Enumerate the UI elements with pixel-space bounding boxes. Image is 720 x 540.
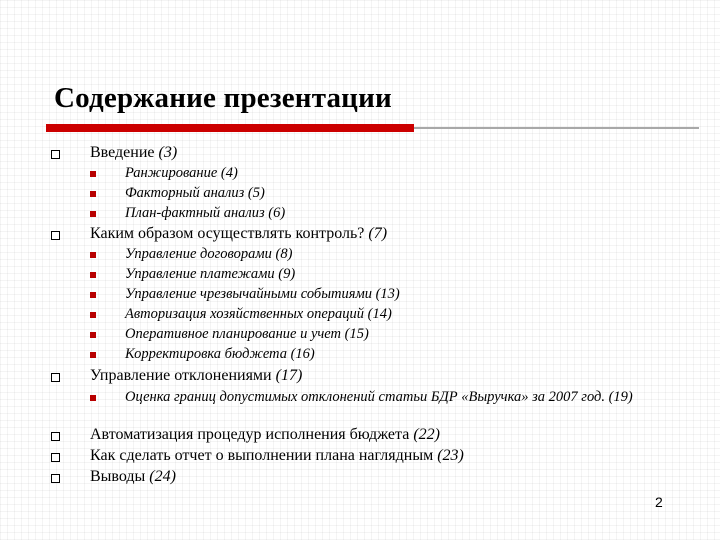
section-label: Введение (3) [90,144,178,161]
section-page: (7) [368,225,388,242]
subsection-label: План-фактный анализ (6) [125,205,286,221]
hollow-square-bullet-icon [51,373,60,382]
hollow-square-bullet-icon [51,474,60,483]
hollow-square-bullet-icon [51,231,60,240]
subsection-label: Авторизация хозяйственных операций (14) [125,306,392,322]
section-page: (23) [437,447,464,464]
title-underline [414,127,699,129]
subsection-label: Управление чрезвычайными событиями (13) [125,286,400,302]
subsection-label: Управление платежами (9) [125,266,296,282]
title-accent-bar [46,124,414,132]
slide-title: Содержание презентации [54,82,392,114]
filled-square-bullet-icon [90,252,96,258]
hollow-square-bullet-icon [51,453,60,462]
subsection-label: Оценка границ допустимых отклонений статьи БДР «Выручка» за 2007 год. (19) [125,389,633,405]
filled-square-bullet-icon [90,211,96,217]
section-page: (24) [149,468,176,485]
section-page: (17) [275,367,303,384]
section-page: (3) [158,144,178,161]
filled-square-bullet-icon [90,191,96,197]
filled-square-bullet-icon [90,352,96,358]
section-label: Каким образом осуществлять контроль? (7) [90,225,388,242]
section-label: Как сделать отчет о выполнении плана наглядным (23) [90,447,464,464]
section-label: Управление отклонениями (17) [90,367,303,384]
filled-square-bullet-icon [90,395,96,401]
section-page: (22) [413,426,440,443]
page-number: 2 [655,494,663,510]
hollow-square-bullet-icon [51,432,60,441]
subsection-label: Оперативное планирование и учет (15) [125,326,369,342]
section-label: Автоматизация процедур исполнения бюджета (22) [90,426,440,443]
section-label: Выводы (24) [90,468,176,485]
filled-square-bullet-icon [90,272,96,278]
filled-square-bullet-icon [90,312,96,318]
subsection-label: Корректировка бюджета (16) [125,346,315,362]
hollow-square-bullet-icon [51,150,60,159]
subsection-label: Факторный анализ (5) [125,185,265,201]
subsection-label: Управление договорами (8) [125,246,293,262]
filled-square-bullet-icon [90,171,96,177]
filled-square-bullet-icon [90,292,96,298]
subsection-label: Ранжирование (4) [125,165,238,181]
filled-square-bullet-icon [90,332,96,338]
